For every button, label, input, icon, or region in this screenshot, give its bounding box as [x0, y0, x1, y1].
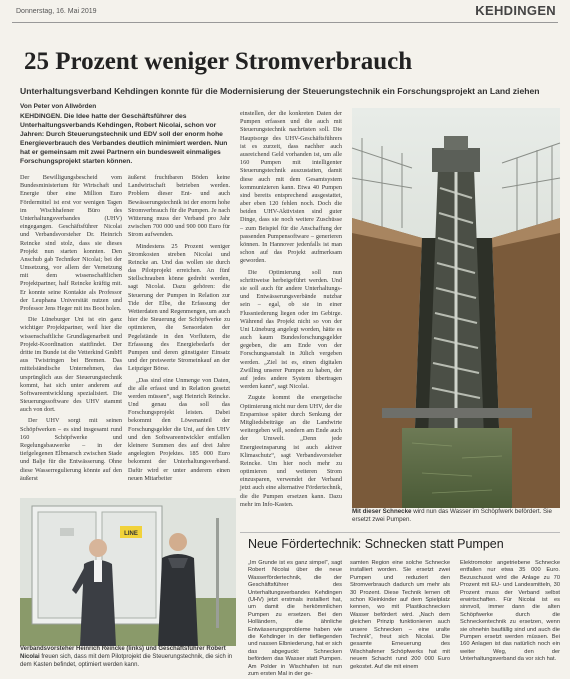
col1-paragraph: Die Lüneburger Uni ist ein ganz wichtiger Projektpartner, weil hier die wissenschaftliche Grundlagenarbeit und Projekt-Koordination stattfindet. Der dritte im Bunde ist die Vetterkind GmbH aus Twistringen bei Bremen. Das mittelständische Unternehmen, das ursprünglich aus der Steuerungstechnik kommt, hat sich unter anderem auf Softwareentwicklung spezialisiert. Die Steuerungssoftware des UHV stammt auch von dort.	[20, 316, 122, 414]
screw-pump-photo	[352, 108, 560, 508]
sidebar-column-1: „Im Grunde ist es ganz simpel“, sagt Robert Nicolai über die neue Wasserfördertechnik, die der Geschäftsführer des Unterhaltungsverbandes Kehdingen (UHV) jetzt erstmals installiert hat, um damit die herkömmlichen Pumpen zu ersetzen. Bei den Holländern, die ähnliche Entwässerungsprobleme haben wie die Kehdinger in der tiefliegenden und nassen Elbniederung, hat er sich das abgeguckt: Schnecken befördern das Wasser statt Pumpen. Am Polder in Wischhafen ist nun zum ersten Mal in der ge-	[248, 560, 342, 678]
sidebar-column-2: samten Region eine solche Schnecke installiert worden. Sie ersetzt zwei Pumpen und reduziert den Stromverbrauch dadurch um mehr als 30 Prozent. Diese Technik lernen oft schon Kleinkinder auf dem Spielplatz kennen, wo mit Plastikschnecken Wasser befördert wird. „Nach dem gleichen Prinzip funktionieren auch unsere Schnecken – eine uralte Technik“, freut sich Nicolai. Die gesamte Erneuerung des Wischhafener Schöpfwerks hat mit neuem Schacht rund 200 000 Euro gekostet. Auf die mit einem	[350, 560, 450, 670]
col3-paragraph: Die Optimierung soll nun schrittweise herbeigeführt werden. Und sie soll auch für andere Unterhaltungs- und Entwässerungsverbände nutzbar sein – egal, ob sie in einer Flussniederung liegen oder im Gebirge. Während das Projekt nicht so von der Uni Lüneburg angelegt worden, hätte es auch kaum Bundesforschungsgelder gegeben, die am Ende von der Forschungsanstalt in Jülich vergeben werden. „Ziel ist es, einen digitalen Zwilling unserer Pumpen zu haben, der auf jedes andere System übertragen werden kann“, sagt Nicolai.	[240, 268, 342, 391]
screw-pump-illustration	[352, 108, 560, 508]
col3-paragraph: einstellen, der die konkreten Daten der Pumpen erfassen und die auch mit Steuerungstechnik nachrüsten soll. Die Hauptsorge des UHV-Geschäftsführers ist es zurzeit, dass nachher auch ausreichend Geld vorhanden ist, um alle 160 Pumpen mit intelligenter Steuerungstechnik auszustatten, damit diese auch mit dem Gesamtsystem kommunizieren kann. Etwa 40 Pumpen sind bereits entsprechend ausgestattet, aber eben 120 fehlen noch. Doch die beiden UHV-Aktivisten sind guter Dinge, dass sie noch weitere Zuschüsse – zum Beispiel für die Anschaffung der passenden Pumpensoftware – generieren können. In Hannover jedenfalls ist man schon auf das Projekt aufmerksam geworden.	[240, 110, 342, 265]
col2-paragraph: „Das sind eine Unmenge von Daten, die alle erfasst und in Relation gesetzt werden müssen“, sagt Heinrich Reincke. Und genau das soll das Forschungsprojekt leisten. Dabei bekommt den Löwenanteil der Forschungsgelder die Uni, auf den UHV und den Softwareentwickler entfallen kleinere Summen des auf drei Jahre angelegten Projektes. 185 000 Euro bekommt der Unterhaltungsverband. Dafür wird er unter anderem einen neuen Mitarbeiter	[128, 376, 230, 482]
col1-paragraph: Der Bewilligungsbescheid vom Bundesministerium für Wirtschaft und Energie über eine Million Euro Fördermittel ist erst vor wenigen Tagen im Wischhafener Büro des Unterhaltungsverbandes (UHV) eingegangen. Geschäftsführer Nicolai und Verbandsvorsteher Dr. Heinrich Reincke sind stolz, dass sie dieses Projekt nun starten konnten. Den Anschub gab Techniker Nicolai; bei der Umsetzung, vor allem der Vernetzung mit dem wissenschaftlichen Projektpartner, half Reincke kräftig mit. Er konnte seine Kontakte als Professor der Leuphana Universität nutzen und Professor Jens Heger mit ins Boot holen.	[20, 174, 122, 312]
sidebar-column-3: Elektromotor angetriebene Schnecke entfallen nur etwa 35 000 Euro. Bezuschusst wird die Anlage zu 70 Prozent mit EU- und Landesmitteln, 30 Prozent muss der Verband selbst erwirtschaften. Für Nicolai ist es sinnvoll, immer dann die alten Schöpfwerke durch die Schneckentechnik zu ersetzen, wenn sie ohnehin baufällig sind und auch die Pumpen ersetzt werden müssen. Bei 160 Anlagen ist das natürlich noch ein weiter Weg, den der Unterhaltungsverband da vor sich hat.	[460, 560, 560, 663]
caption-text: wird nun das Wasser im Schöpfwerk befördert. Sie ersetzt zwei Pumpen.	[352, 508, 552, 524]
article-column-1	[20, 174, 122, 494]
header-rule	[12, 22, 558, 23]
headline: 25 Prozent weniger Stromverbrauch	[24, 48, 413, 75]
col1-paragraph: Der UHV sorgt mit seinen Schöpfwerken – es sind insgesamt rund 160 Schöpfwerke und Regelungsbauwerke – in der tiefgelegenen Elbmarsch zwischen Stade und Balje für die Entwässerung. Ohne diese Wasserregulierung könnte auf den äußerst	[20, 417, 122, 482]
cabinet-sign-text: LINE	[124, 531, 138, 537]
people-photo-caption	[20, 646, 236, 669]
col2-paragraph: äußerst fruchtbaren Böden keine Landwirtschaft betrieben werden. Problem dieser Ent- und auch Bewässerungstechnik ist der enorm hohe Stromverbrauch für die Pumpen. Je nach Witterung muss der Verband pro Jahr zwischen 700 000 und 900 000 Euro für Strom aufwenden.	[128, 174, 230, 239]
caption-bold: Mit dieser Schnecke	[352, 508, 412, 515]
lead-paragraph: KEHDINGEN. Die Idee hatte der Geschäftsführer des Unterhaltungsverbands Kehdingen, Robert Nicolai, schon vor Jahren: Durch Steuerungstechnik und EDV soll der enorm hohe Energieverbrauch des Verbandes deutlich minimiert werden. Nun hat er gemeinsam mit zwei Partnern ein bundesweit einmaliges Forschungsprojekt starten können.	[20, 113, 228, 166]
section-label: KEHDINGEN	[475, 3, 556, 18]
caption-bold: Verbandsvorsteher Heinrich Reincke (links) und Geschäftsführer Robert Nicolai	[20, 646, 226, 660]
sidebar-heading: Neue Fördertechnik: Schnecken statt Pumpen	[248, 537, 504, 551]
col2-paragraph: Mindestens 25 Prozent weniger Stromkosten streben Nicolai und Reincke an. Und das wollen sie durch das Pilotprojekt erreichen. An fünf Stellschrauben könne gedreht werden, sagt Nicolai. Dazu gehören: die Steuerung der Pumpen in Relation zur Tide der Elbe, die Erfassung der Wetterdaten und Regenmengen, um auch hier die Steuerung der Schöpfwerke zu optimieren, die Sensordaten der Pegelstände in den Vorflutern, die Erfassung des Energiebedarfs der Pumpen und deren günstigster Einsatz und der preiswerte Stromeinkauf an der Leipziger Börse.	[128, 242, 230, 373]
article-column-3	[240, 110, 342, 560]
author-byline: Von Peter von Allwörden	[20, 103, 97, 110]
caption-text: freuen sich, dass mit dem Pilotprojekt die Steuerungstechnik, die sich in dem Kasten befindet, optimiert werden kann.	[20, 653, 233, 668]
article-column-2	[128, 174, 230, 534]
col3-paragraph: Zugute kommt die energetische Optimierung nicht nur dem UHV, der die Ersparnisse später durch Senkung der Mitgliedsbeiträge an die Landwirte weitergeben will, sondern am Ende auch der Umwelt. „Denn jede Energieeinsparung ist auch aktiver Klimaschutz“, sagt Verbandsvorsteher Reincke. Um hier noch mehr zu optimieren und weiteren Strom einzusparen, verwendet der Verband jetzt auch eine alternative Fördertechnik, die die Pumpen ersetzen kann. Dazu mehr im Info-Kasten.	[240, 394, 342, 508]
publication-date: Donnerstag, 16. Mai 2019	[16, 8, 97, 15]
people-photo	[20, 498, 236, 646]
subheadline: Unterhaltungsverband Kehdingen konnte für die Modernisierung der Steuerungstechnik ein Forschungsprojekt an Land ziehen	[20, 86, 540, 96]
sidebar-divider	[240, 532, 560, 533]
people-illustration	[20, 498, 236, 646]
main-photo-caption	[352, 508, 560, 524]
